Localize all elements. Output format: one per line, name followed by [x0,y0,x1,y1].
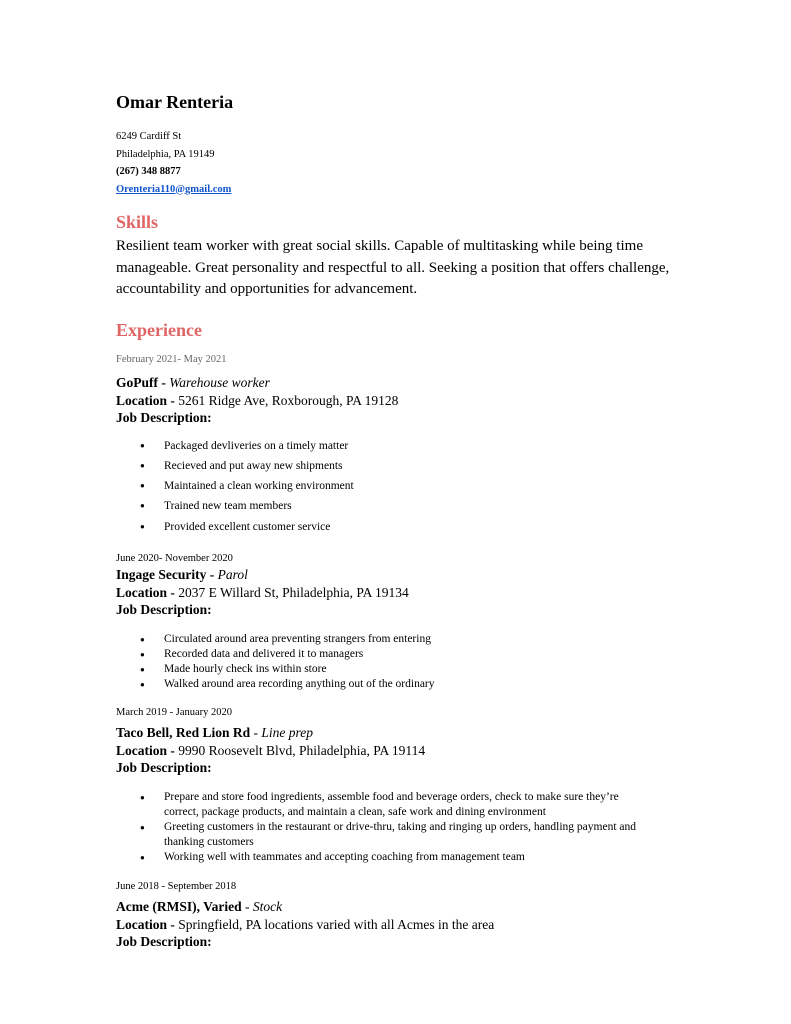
job-entry-taco-bell [116,706,696,866]
job-entry-ingage-security [116,552,696,692]
job-role: Parol [217,567,248,582]
job-entry-acme [116,880,696,951]
employer-name: GoPuff - [116,375,170,390]
employer-name: Acme (RMSI), Varied [116,899,242,914]
address-line-1: 6249 Cardiff St [116,131,182,142]
duty-item: ● Made hourly check ins within store [116,662,696,677]
job-location: 2037 E Willard St, Philadelphia, PA 19134 [178,584,409,600]
duty-item: ● Trained new team members [116,496,696,516]
job-location: Springfield, PA locations varied with all Acmes in the area [178,916,495,932]
job-location-line [116,584,696,602]
job-dates: March 2019 - January 2020 [116,707,233,718]
location-label: Location - [116,392,179,408]
employer-name: Ingage Security - [116,567,218,582]
duty-item: ● Walked around area recording anything out of the ordinary [116,677,696,692]
contact-block [116,128,231,198]
duty-item: ● Packaged devliveries on a timely matter [116,436,696,456]
job-entry-gopuff [116,353,696,537]
job-title-line [116,566,696,584]
job-description-label: Job Description: [116,410,212,425]
job-description-label: Job Description: [116,760,212,775]
title-separator: - [241,899,253,914]
duty-item: ● Greeting customers in the restaurant or drive-thru, taking and ringing up orders, handling payment and thanking customers [116,820,656,850]
job-duties-list [116,436,696,537]
job-title-line [116,374,696,392]
job-role: Warehouse worker [169,375,270,390]
job-location: 5261 Ridge Ave, Roxborough, PA 19128 [178,392,399,408]
location-label: Location - [116,742,179,758]
job-description-label: Job Description: [116,934,212,949]
job-location: 9990 Roosevelt Blvd, Philadelphia, PA 19114 [178,742,426,758]
job-description-label: Job Description: [116,602,212,617]
duty-item: ● Circulated around area preventing strangers from entering [116,632,696,647]
job-title-line [116,898,696,916]
address-line-2: Philadelphia, PA 19149 [116,148,215,160]
skills-summary: Resilient team worker with great social skills. Capable of multitasking while being time manageable. Great personality and respectful to all. Seeking a position that offers challenge, accountability and opportunities for advancement. [116,238,670,297]
job-duties-list [116,790,656,866]
duty-item: ● Maintained a clean working environment [116,476,696,496]
duty-item: ● Recorded data and delivered it to managers [116,647,696,662]
phone-number: (267) 348 8877 [116,166,181,177]
job-title-line [116,724,696,742]
experience-heading: Experience [116,320,202,340]
job-dates: February 2021- May 2021 [116,354,227,365]
location-label: Location - [116,916,179,932]
employer-name: Taco Bell, Red Lion Rd [116,725,251,740]
job-role: Stock [252,899,283,914]
email-link[interactable]: Orenteria110@gmail.com [116,183,232,195]
skills-heading: Skills [116,212,159,232]
job-dates: June 2020- November 2020 [116,553,233,564]
job-role: Line prep [261,725,314,740]
title-separator: - [250,725,262,740]
job-duties-list [116,632,696,693]
job-location-line [116,916,696,934]
job-dates: June 2018 - September 2018 [116,881,237,892]
location-label: Location - [116,584,179,600]
job-location-line [116,742,696,760]
duty-item: ● Prepare and store food ingredients, assemble food and beverage orders, check to make sure they’re correct, package products, and maintain a clean, safe work and dining environment [116,790,656,820]
duty-item: ● Provided excellent customer service [116,517,696,537]
duty-item: ● Recieved and put away new shipments [116,456,696,476]
job-location-line [116,392,696,410]
duty-item: ● Working well with teammates and accepting coaching from management team [116,850,656,865]
applicant-name: Omar Renteria [116,92,234,112]
